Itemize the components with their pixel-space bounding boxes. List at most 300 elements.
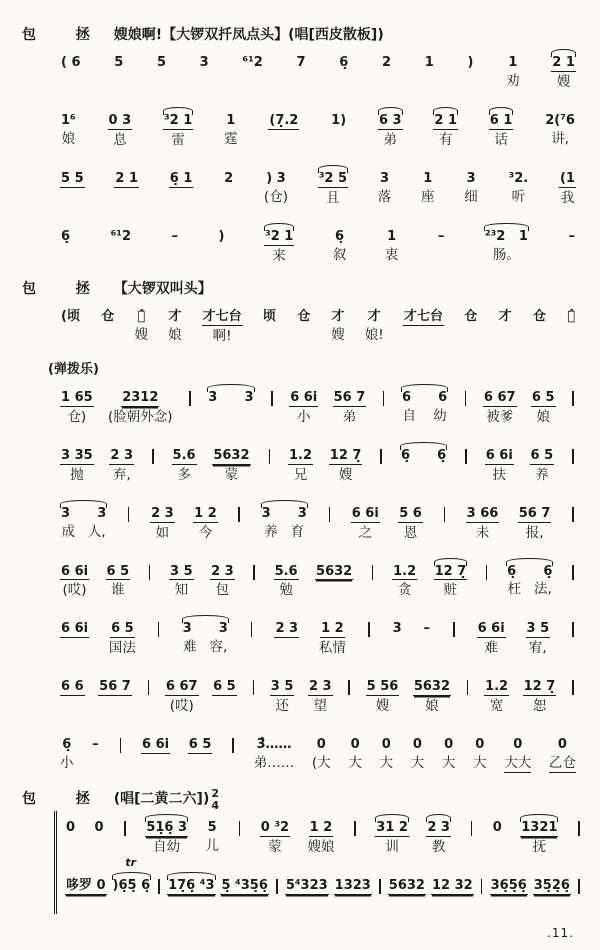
lyric-token: 宥, [528, 640, 547, 657]
barline [377, 869, 383, 913]
lyric-token: 嫂 [331, 326, 345, 343]
barline-glyph [271, 391, 273, 406]
score-column [65, 811, 76, 855]
lyric-token: 贪 [397, 582, 412, 599]
note-token: ) [218, 228, 225, 244]
score-column [60, 670, 85, 715]
music-line [60, 104, 576, 149]
score-column [285, 869, 329, 914]
score-section [20, 786, 582, 914]
barline [150, 439, 156, 483]
note-token: 0 [381, 737, 391, 753]
lyric-token: 抛 [70, 466, 84, 483]
lyric-token: 养 育 [264, 523, 305, 540]
score-column [331, 300, 346, 344]
barline [266, 439, 272, 483]
note-token: – [437, 228, 445, 244]
barline [346, 670, 352, 714]
note-token: 6 67 [483, 389, 516, 405]
barline-glyph [148, 680, 150, 695]
barline [126, 497, 132, 541]
lyric-token: 谁 [111, 582, 125, 599]
note-token: 0 [513, 737, 523, 753]
barline [156, 612, 162, 656]
note-token: 哆罗 0 [66, 878, 106, 894]
barline [451, 612, 457, 656]
barline [366, 612, 372, 656]
score-column [442, 728, 456, 772]
lyric-token: 赃 [443, 582, 458, 599]
note-token: 6̣ 1 [169, 170, 193, 186]
score-column [484, 220, 529, 264]
lyric-token: 且 [326, 189, 340, 206]
lyric-token: 报, [525, 524, 544, 541]
score-column [60, 555, 89, 600]
lyric-token: 儿 [205, 838, 219, 855]
note-token: 6 6i [477, 621, 505, 637]
barline-glyph [251, 622, 253, 637]
note-token: 顷 [262, 308, 276, 324]
score-column [91, 728, 100, 772]
lyric-token: 恩 [403, 524, 418, 541]
score-column [112, 856, 152, 913]
speaker-name: 包 拯 [22, 280, 100, 297]
note-token: 2 [224, 170, 234, 186]
note-token: 3̂…… [256, 737, 292, 753]
score-column [380, 728, 394, 772]
lyric-token: 难 [484, 640, 498, 657]
note-token: 6 67 [165, 679, 198, 695]
note-token: – [92, 737, 99, 753]
note-token: 6̣ [339, 55, 349, 70]
music-line [65, 856, 582, 914]
score-column [484, 670, 509, 715]
lyric-token: 大 [348, 755, 362, 772]
note-token: 6̣ [61, 228, 71, 244]
barline-glyph [379, 879, 381, 894]
note-token: 17̣6̣ ⁴3 [168, 878, 215, 894]
score-column [437, 220, 446, 264]
note-token: 5 [207, 820, 217, 836]
header-text: 【大锣双叫头】 [113, 280, 212, 297]
note-token: 6 3 [378, 112, 402, 128]
score-column [334, 869, 372, 914]
score-column [60, 162, 85, 207]
score-column [262, 300, 277, 344]
barline-glyph [444, 507, 446, 522]
barline-glyph [380, 449, 382, 464]
note-token: 3 [392, 621, 402, 637]
score-column [193, 497, 218, 542]
barline [468, 811, 474, 855]
lyric-token: 讲, [551, 130, 569, 147]
score-column [329, 439, 363, 484]
score-column [108, 104, 133, 149]
score-column [65, 869, 107, 914]
barline [250, 670, 256, 714]
score-column [485, 439, 514, 484]
note-token: 才 [498, 308, 512, 324]
barline-glyph [120, 738, 122, 753]
score-column [212, 439, 250, 484]
note-token: 12 32 [431, 878, 473, 894]
score-column [433, 104, 458, 149]
note-token: 2(⁷6 [545, 112, 575, 128]
lyric-token: 啊! [212, 327, 232, 344]
note-token: 6 5 [530, 447, 554, 463]
score-column [319, 612, 346, 657]
lyric-token: 娘 [425, 698, 439, 715]
lyric-token: 扶 [492, 466, 506, 483]
lyric-token: 乙仓 [548, 755, 576, 772]
score-column [210, 555, 235, 600]
note-token: (顷 [61, 308, 80, 324]
barline-glyph [572, 680, 574, 695]
barline-glyph [572, 622, 574, 637]
note-token: 5.6 [172, 447, 196, 463]
lyric-token: 仓) [67, 408, 87, 425]
score-column [366, 670, 400, 715]
section-header [22, 278, 582, 298]
barline [122, 811, 128, 855]
note-token: 才 [367, 308, 381, 324]
note-token: 31 2 [376, 820, 408, 836]
note-token: 5 [114, 55, 124, 70]
lyric-token: 如 [155, 524, 170, 541]
lyric-token: 私情 [318, 640, 346, 657]
lyric-token: (脸朝外念) [108, 408, 173, 425]
score-column [60, 104, 77, 148]
barline-glyph [276, 879, 278, 894]
score-column [544, 104, 576, 148]
section-header [22, 24, 582, 44]
note-token: 1⁶ [61, 112, 76, 128]
section-header [22, 786, 582, 812]
barline-glyph [253, 680, 255, 695]
score-column [110, 220, 132, 264]
note-token: 0 [66, 820, 76, 836]
barline-glyph [149, 565, 151, 580]
score-column [551, 46, 576, 91]
barline [463, 439, 469, 483]
score-column [223, 162, 234, 206]
note-token: (1 [559, 170, 575, 186]
lyric-token: 雷 [171, 131, 185, 148]
music-line [60, 162, 576, 207]
score-column [318, 162, 348, 207]
note-token: 5.6 [274, 563, 298, 579]
music-line [60, 300, 576, 345]
score-column [567, 220, 576, 264]
score-column [398, 497, 423, 542]
note-token: 0 3 [108, 112, 132, 128]
note-token: 才七台 [404, 308, 444, 324]
note-token: 才 [331, 308, 345, 324]
lyric-token: 劝 [506, 72, 520, 89]
lyric-token: 未 [475, 524, 490, 541]
note-token: 3 66 [466, 505, 499, 521]
score-column [464, 162, 478, 206]
note-token: ³2 5 [318, 170, 348, 186]
score-column [264, 162, 288, 206]
note-token: – [171, 228, 179, 244]
score-column [169, 162, 194, 207]
score-column [392, 555, 417, 600]
lyric-token: 弟 [383, 131, 398, 148]
score-column [348, 728, 362, 772]
note-token: – [568, 228, 575, 244]
note-token: 5632 [316, 563, 353, 579]
score-column [109, 439, 134, 484]
note-token: 6̣ 6̣ [507, 563, 553, 579]
note-token: 3 35 [61, 447, 93, 463]
note-token: 0 [444, 737, 454, 753]
score-body [20, 24, 582, 914]
score-column [489, 104, 514, 149]
barline-glyph [348, 680, 350, 695]
lyric-token: 娘! [364, 326, 384, 343]
score-column [165, 670, 199, 715]
score-column [333, 381, 367, 426]
barline-glyph [232, 738, 234, 753]
score-column [378, 162, 392, 206]
note-token: 0 [492, 820, 502, 836]
score-column [113, 46, 124, 90]
score-column [288, 439, 313, 484]
score-column [473, 728, 487, 772]
score-section [20, 278, 582, 774]
score-column [60, 300, 81, 344]
lyric-token: 娘 [61, 130, 76, 147]
barline [576, 869, 582, 913]
score-column [518, 497, 552, 542]
note-token: ) [467, 55, 474, 70]
speaker-name: 包 拯 [22, 27, 100, 43]
note-token: 2 [382, 55, 392, 70]
lyric-token: 国法 [108, 640, 136, 657]
score-column [254, 728, 295, 772]
music-line [60, 381, 576, 426]
lyric-token: (哎) [169, 698, 194, 715]
note-token: ³2 1 [265, 228, 294, 244]
score-column [108, 381, 173, 426]
note-token: 2 1 [552, 55, 575, 70]
score-column [270, 670, 295, 715]
score-column [463, 300, 478, 344]
barline-glyph [572, 449, 574, 464]
lyric-token: 娘 [536, 408, 550, 425]
barline-glyph [238, 507, 240, 522]
lyric-token: (仓) [263, 188, 288, 205]
score-column [260, 811, 290, 856]
note-token: – [423, 621, 430, 637]
score-column [533, 869, 571, 914]
note-token: 2 3 [110, 447, 134, 463]
barline-glyph [158, 622, 160, 637]
barline-glyph [572, 507, 574, 522]
note-token: 6 1 [489, 112, 513, 128]
score-column [424, 46, 435, 90]
score-column [307, 811, 334, 856]
music-line [60, 555, 576, 600]
lyric-token: 肠。 [492, 246, 520, 263]
note-token: 0 [94, 820, 104, 836]
score-column [530, 439, 555, 484]
music-line [60, 612, 576, 657]
score-column [205, 811, 219, 855]
lyric-token: 大大 [504, 755, 532, 772]
score-column [268, 104, 299, 149]
score-column [523, 670, 557, 715]
barline-glyph [465, 391, 467, 406]
score-column [531, 381, 556, 426]
note-token: 3 3 [182, 621, 228, 637]
score-column [365, 300, 384, 344]
barline-glyph [253, 565, 255, 580]
note-token: ³2 1 [163, 112, 193, 128]
note-token: 5⁴323 [285, 878, 328, 894]
score-column [109, 612, 136, 657]
score-column [411, 728, 425, 772]
lyric-token: 还 [275, 698, 289, 715]
score-column [274, 612, 299, 657]
barline-glyph [467, 680, 469, 695]
barline [484, 555, 490, 599]
barline-glyph [572, 565, 574, 580]
barline-glyph [158, 879, 160, 894]
note-token: 1 65 [61, 389, 93, 405]
score-column [400, 439, 447, 483]
note-token: 仓 [101, 308, 115, 324]
barline-glyph [486, 565, 488, 580]
note-token: 6 6 [61, 679, 84, 695]
score-column [167, 869, 215, 914]
note-token: 56 7 [333, 389, 366, 405]
score-column [60, 46, 82, 90]
lyric-token: 息 [113, 131, 127, 148]
lyric-token: 教 [431, 839, 446, 856]
lyric-token: 包 [215, 582, 230, 599]
note-token: 6 6 [401, 389, 448, 405]
note-token: 1.2 [289, 447, 313, 463]
lyric-token: 座 [421, 188, 435, 205]
barline [326, 497, 332, 541]
note-token: 0 [350, 737, 360, 753]
note-token: 3 [199, 55, 209, 70]
score-column [421, 162, 435, 206]
lyric-token: 勉 [279, 582, 293, 599]
score-column [466, 46, 474, 90]
score-column [351, 497, 380, 542]
barline-glyph [152, 449, 154, 464]
score-column [224, 104, 238, 148]
barline [576, 811, 582, 855]
lyric-token: 自 幼 [402, 407, 447, 424]
music-line [60, 670, 576, 715]
note-token: 12 7̣ [523, 679, 556, 695]
lyric-token: 弟 [342, 408, 357, 425]
lyric-token: 嫂 [556, 73, 571, 90]
barline-glyph [578, 821, 580, 836]
score-column [506, 555, 553, 599]
score-column [163, 104, 193, 149]
music-line [60, 439, 576, 484]
barline [230, 728, 236, 772]
note-token: 3 3 [261, 505, 307, 521]
score-column [220, 869, 268, 914]
note-token: 2 1 [434, 112, 457, 128]
score-column [381, 46, 392, 90]
note-token: 1.2 [485, 679, 509, 695]
score-column [388, 869, 426, 914]
note-token: 仓 [464, 308, 478, 324]
lyric-token: 养 [535, 466, 549, 483]
note-token: 56 7 [518, 505, 551, 521]
barline-glyph [481, 879, 483, 894]
score-column [100, 300, 115, 344]
score-column [506, 46, 520, 90]
score-column [207, 381, 254, 425]
barline [463, 381, 469, 425]
score-column [490, 869, 528, 914]
note-token: 3 5 [526, 621, 550, 637]
note-token: 6̣ 6̣ [400, 447, 447, 463]
barline-glyph [372, 565, 374, 580]
score-column [312, 728, 331, 772]
note-token: 5 6 [399, 505, 422, 521]
note-token: 6 6i [351, 505, 379, 521]
lyric-token: 衷 [384, 246, 399, 263]
score-column [483, 381, 517, 426]
lyric-token: 大 [410, 755, 425, 772]
note-token: 5632 [213, 447, 250, 463]
barline-glyph [453, 622, 455, 637]
note-token: 6 5 [213, 679, 236, 695]
note-token: 1 2 [194, 505, 217, 521]
lyric-token: 知 [174, 582, 189, 599]
score-column [477, 612, 506, 657]
score-column [492, 811, 503, 855]
score-column [106, 555, 131, 600]
score-column [60, 439, 94, 484]
lyric-token: 嫂 [134, 326, 149, 343]
score-column [114, 162, 139, 207]
note-token: 12 7̣ [329, 447, 362, 463]
lyric-token: 抚 [532, 839, 547, 856]
note-token: 5̣ ⁴35̣6̣ [221, 878, 268, 894]
barline [570, 555, 576, 599]
score-column [289, 381, 318, 426]
note-token: ) 3 [266, 170, 286, 186]
lyric-token: 我 [560, 189, 575, 206]
barline [187, 381, 193, 425]
score-column [145, 811, 188, 856]
lyric-token: 训 [385, 839, 399, 856]
barline-glyph [124, 821, 126, 836]
note-token: 6 6i [485, 447, 513, 463]
note-token: 0 [412, 737, 422, 753]
barline [274, 869, 280, 913]
barline [147, 555, 153, 599]
score-column [434, 555, 468, 600]
note-token: 0 [475, 737, 485, 753]
score-column [199, 46, 210, 90]
score-column [330, 104, 347, 148]
barline [570, 381, 576, 425]
score-column [296, 46, 307, 90]
score-column [171, 220, 180, 264]
note-token: 56 7 [99, 679, 131, 695]
